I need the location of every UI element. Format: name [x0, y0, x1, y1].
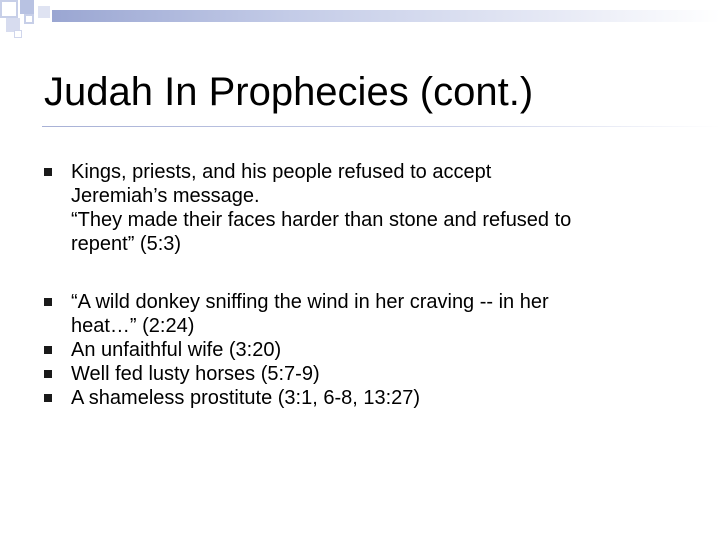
- bullet-list: [44, 160, 684, 410]
- bullet-item: [44, 160, 684, 256]
- spacer: [44, 256, 684, 290]
- square-bullet-icon: [44, 394, 52, 402]
- square-bullet-icon: [44, 298, 52, 306]
- bullet-line: repent” (5:3): [71, 233, 182, 255]
- bullet-line: A shameless prostitute (3:1, 6-8, 13:27): [71, 387, 421, 409]
- decorative-square: [14, 30, 22, 38]
- bullet-line: Kings, priests, and his people refused to accept: [71, 161, 492, 183]
- title-divider: [42, 126, 720, 127]
- slide-title: Judah In Prophecies (cont.): [44, 70, 534, 114]
- bullet-line: Jeremiah’s message.: [71, 185, 260, 207]
- bullet-line: “They made their faces harder than stone and refused to: [71, 209, 572, 231]
- decorative-square: [20, 0, 34, 14]
- square-bullet-icon: [44, 370, 52, 378]
- bullet-line: Well fed lusty horses (5:7-9): [71, 363, 320, 385]
- decorative-square: [24, 14, 34, 24]
- bullet-line: heat…” (2:24): [71, 315, 195, 337]
- bullet-item: [44, 386, 684, 410]
- bullet-line: An unfaithful wife (3:20): [71, 339, 282, 361]
- bullet-line: “A wild donkey sniffing the wind in her craving -- in her: [71, 291, 549, 313]
- decorative-square: [0, 0, 18, 18]
- square-bullet-icon: [44, 168, 52, 176]
- bullet-item: [44, 362, 684, 386]
- decorative-square: [38, 6, 50, 18]
- square-bullet-icon: [44, 346, 52, 354]
- top-gradient-bar: [52, 10, 720, 22]
- bullet-item: [44, 338, 684, 362]
- bullet-item: [44, 290, 684, 338]
